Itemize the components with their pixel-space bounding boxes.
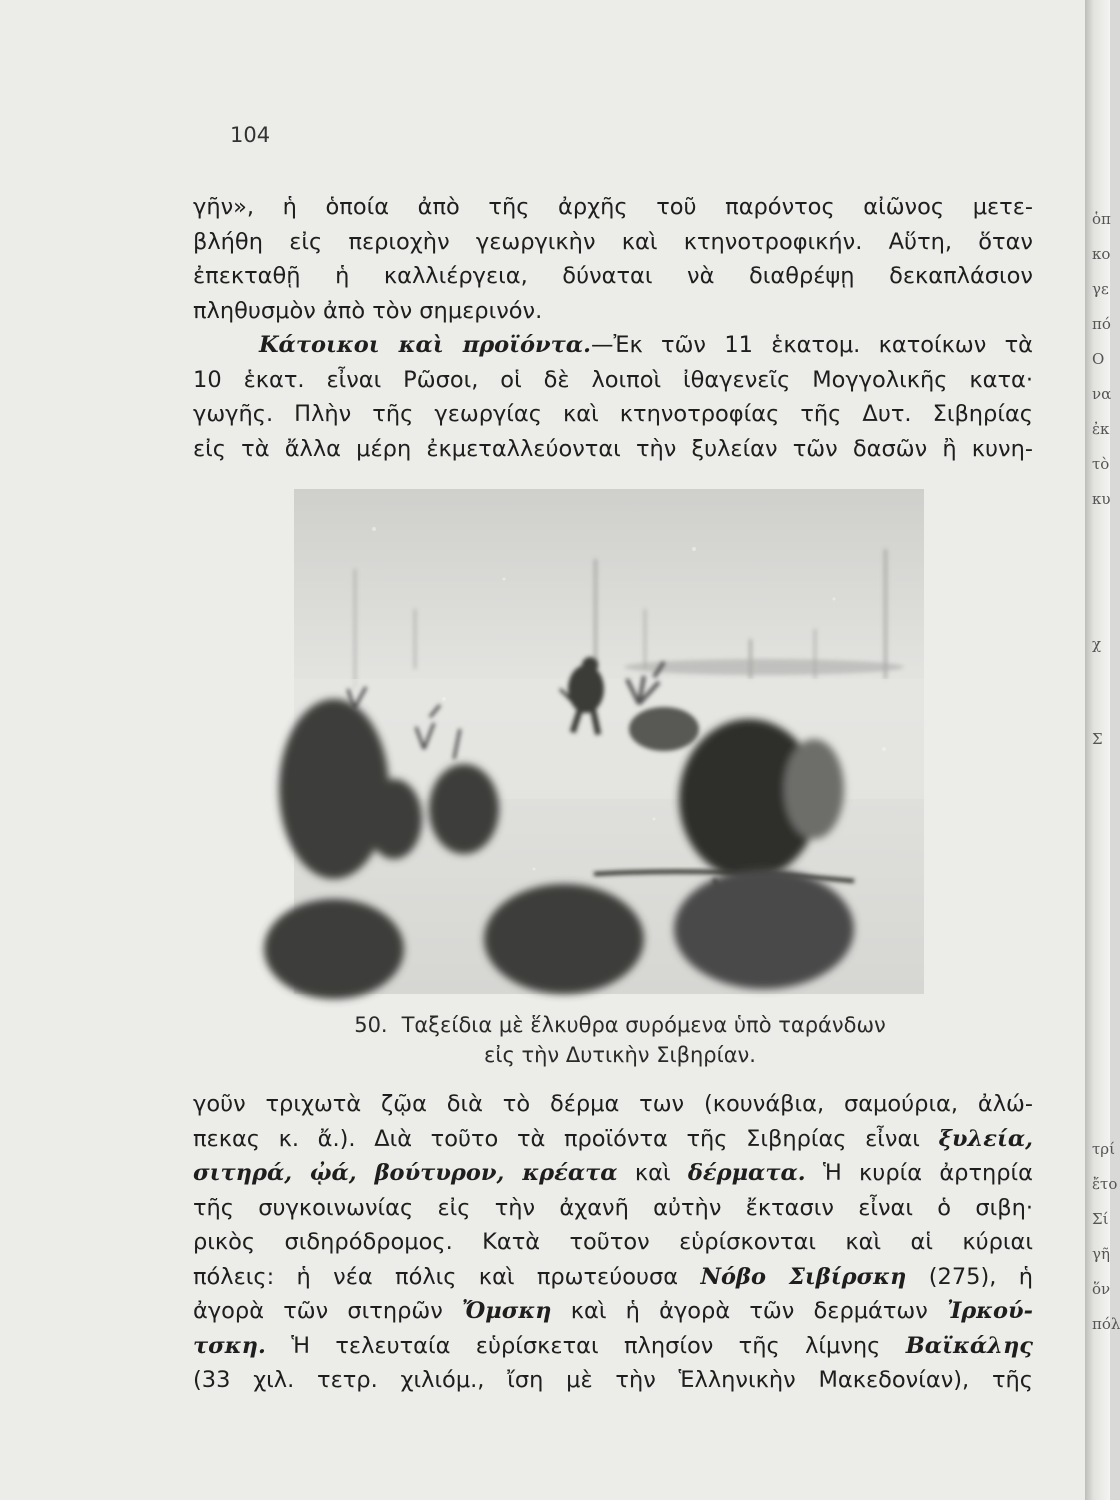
- text-line: γοῦν τριχωτὰ ζῷα διὰ τὸ δέρμα των (κουνάβια, σαμούρια, ἀλώ-: [193, 1091, 1033, 1117]
- adjacent-text-fragment: πόλ: [1092, 1315, 1120, 1333]
- text-run: καὶ ἡ ἀγορὰ τῶν δερμάτων: [551, 1298, 948, 1324]
- place-name: Ἰρκού-: [947, 1298, 1033, 1324]
- figure-caption: [300, 1010, 940, 1070]
- text-run: πόλεις: ἡ νέα πόλις καὶ πρωτεύουσα: [193, 1263, 701, 1290]
- place-name: Νόβο Σιβίρσκη: [700, 1263, 907, 1290]
- text-line: [193, 1329, 1033, 1364]
- place-name: τσκη.: [193, 1332, 266, 1359]
- paragraph-1: [193, 190, 1033, 328]
- text-run: καὶ: [617, 1160, 688, 1186]
- text-run: Ἡ τελευταία εὑρίσκεται πλησίον τῆς λίμνης: [265, 1332, 906, 1359]
- text-line: [193, 1260, 1033, 1295]
- place-name: Ὄμσκη: [461, 1298, 552, 1324]
- page-number: 104: [230, 123, 271, 147]
- adjacent-text-fragment: να: [1092, 385, 1112, 403]
- photo-illustration: [294, 489, 924, 994]
- text-run: (275), ἡ: [906, 1263, 1033, 1290]
- adjacent-text-fragment: ὅν: [1092, 1280, 1111, 1298]
- adjacent-text-fragment: πό: [1092, 315, 1111, 333]
- reindeer-sled-photo: [294, 489, 924, 994]
- adjacent-text-fragment: κο: [1092, 245, 1111, 263]
- text-line: τῆς συγκοινωνίας εἰς τὴν ἀχανῆ αὐτὴν ἔκτασιν εἶναι ὁ σιβη·: [193, 1194, 1033, 1221]
- caption-line: εἰς τὴν Δυτικὴν Σιβηρίαν.: [484, 1043, 756, 1067]
- adjacent-text-fragment: ἔτο: [1092, 1175, 1118, 1193]
- text-line: πληθυσμὸν ἀπὸ τὸν σημερινόν.: [193, 297, 543, 324]
- text-line: (33 χιλ. τετρ. χιλιόμ., ἴση μὲ τὴν Ἑλληνικὴν Μακεδονίαν), τῆς: [193, 1367, 1033, 1393]
- figure-number: 50.: [354, 1013, 388, 1037]
- text-line: [193, 328, 1033, 363]
- text-run: πεκας κ. ἄ.). Διὰ τοῦτο τὰ προϊόντα τῆς Σιβηρίας εἶναι: [193, 1125, 939, 1152]
- text-line: [193, 1122, 1033, 1157]
- text-line: εἰς τὰ ἄλλα μέρη ἐκμεταλλεύονται τὴν ξυλείαν τῶν δασῶν ἢ κυνη-: [193, 435, 1033, 462]
- adjacent-page-edge: [1085, 0, 1120, 1500]
- section-heading: Κάτοικοι καὶ προϊόντα.: [259, 332, 591, 358]
- adjacent-text-fragment: ἐκ: [1092, 420, 1110, 438]
- paragraph-2: [193, 328, 1033, 466]
- adjacent-text-fragment: γε: [1092, 280, 1109, 298]
- paragraph-3: [193, 1087, 1033, 1398]
- adjacent-text-fragment: Ο: [1092, 350, 1105, 368]
- text-line: γωγῆς. Πλὴν τῆς γεωργίας καὶ κτηνοτροφίας τῆς Δυτ. Σιβηρίας: [193, 401, 1033, 427]
- emphasis: δέρματα.: [687, 1160, 806, 1186]
- text-line: ἐπεκταθῇ ἡ καλλιέργεια, δύναται νὰ διαθρέψῃ δεκαπλάσιον: [193, 263, 1033, 289]
- adjacent-text-fragment: Σί: [1092, 1210, 1109, 1228]
- adjacent-text-fragment: χ: [1092, 635, 1102, 653]
- adjacent-text-fragment: κυ: [1092, 490, 1111, 508]
- text-run: —Ἐκ τῶν 11 ἑκατομ. κατοίκων τὰ: [590, 332, 1033, 358]
- text-run: ἀγορὰ τῶν σιτηρῶν: [193, 1298, 462, 1324]
- caption-line: [300, 1010, 940, 1040]
- text-line: 10 ἑκατ. εἶναι Ρῶσοι, οἱ δὲ λοιποὶ ἰθαγενεῖς Μογγολικῆς κατα·: [193, 366, 1033, 393]
- emphasis: ξυλεία,: [938, 1125, 1033, 1152]
- text-line: ρικὸς σιδηρόδρομος. Κατὰ τοῦτον εὑρίσκονται καὶ αἱ κύριαι: [193, 1229, 1033, 1255]
- caption-text: Ταξείδια μὲ ἕλκυθρα συρόμενα ὑπὸ ταράνδων: [401, 1013, 886, 1037]
- text-run: Ἡ κυρία ἀρτηρία: [805, 1160, 1033, 1186]
- place-name: Βαϊκάλης: [905, 1332, 1033, 1359]
- adjacent-text-fragment: τρί: [1092, 1140, 1115, 1158]
- text-line: βλήθη εἰς περιοχὴν γεωργικὴν καὶ κτηνοτροφικήν. Αὕτη, ὅταν: [193, 228, 1033, 255]
- text-line: [193, 1156, 1033, 1191]
- text-line: γῆν», ἡ ὁποία ἀπὸ τῆς ἀρχῆς τοῦ παρόντος αἰῶνος μετε-: [193, 194, 1033, 220]
- text-line: [193, 1294, 1033, 1329]
- adjacent-text-fragment: γῆ: [1092, 1245, 1110, 1263]
- adjacent-text-fragment: ὁπ: [1092, 210, 1111, 228]
- adjacent-text-fragment: Σ: [1092, 730, 1103, 748]
- emphasis: σιτηρά, ᾠά, βούτυρον, κρέατα: [193, 1160, 618, 1186]
- adjacent-text-fragment: τὸ: [1092, 455, 1110, 473]
